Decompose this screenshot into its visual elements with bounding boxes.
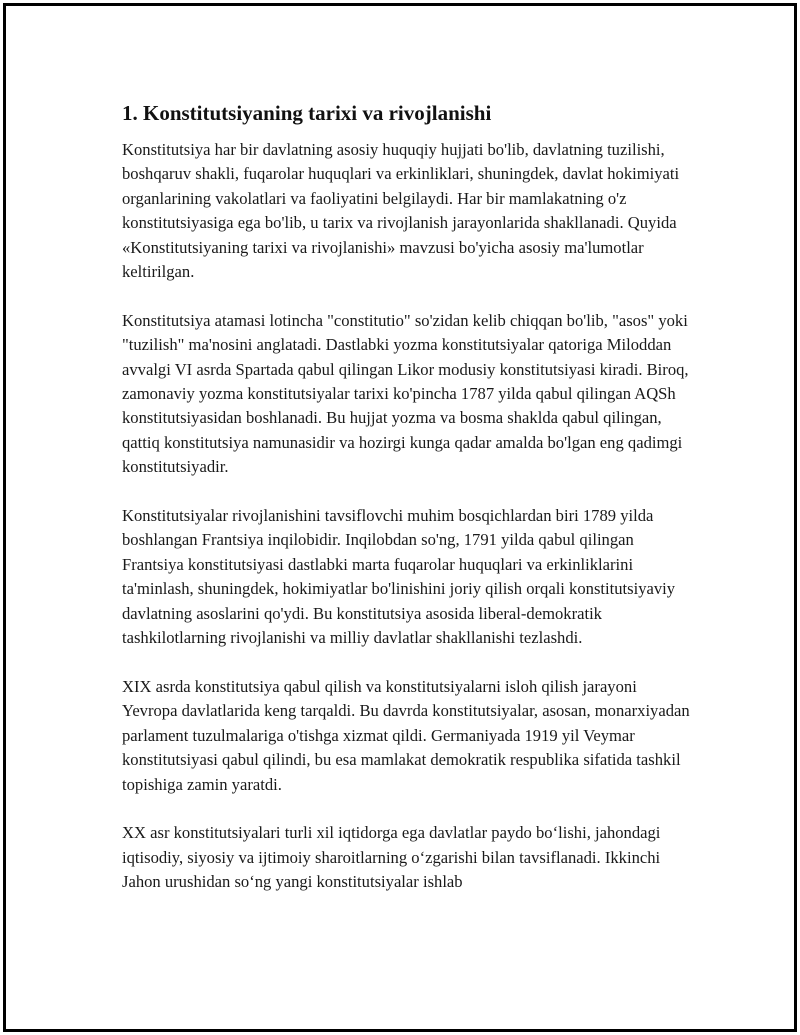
paragraph-2: Konstitutsiya atamasi lotincha "constitutio" so'zidan kelib chiqqan bo'lib, "asos" yoki "tuzilish" ma'nosini anglatadi. Dastlabki yozma konstitutsiyalar qatoriga Miloddan avvalgi VI asrda Spartada qabul qilingan Likor modusiy konstitutsiyasi kiradi. Biroq, zamonaviy yozma konstitutsiyalar tarixi ko'pincha 1787 yilda qabul qilingan AQSh konstitutsiyasidan boshlanadi. Bu hujjat yozma va bosma shaklda qabul qilingan, qattiq konstitutsiya namunasidir va hozirgi kunga qadar amalda bo'lgan eng qadimgi konstitutsiyadir. xyxy=(122,310,689,477)
page-frame xyxy=(3,3,797,1032)
document-title: 1. Konstitutsiyaning tarixi va rivojlanishi xyxy=(122,101,492,125)
paragraph-1: Konstitutsiya har bir davlatning asosiy huquqiy hujjati bo'lib, davlatning tuzilishi, boshqaruv shakli, fuqarolar huquqlari va erkinliklari, shuningdek, davlat hokimiyati organlarining vakolatlari va faoliyatini belgilaydi. Har bir mamlakatning o'z konstitutsiyasiga ega bo'lib, u tarix va rivojlanish jarayonlarida shakllanadi. Quyida «Konstitutsiyaning tarixi va rivojlanishi» mavzusi bo'yicha asosiy ma'lumotlar keltirilgan. xyxy=(122,140,680,282)
paragraph-5: XX asr konstitutsiyalari turli xil iqtidorga ega davlatlar paydo bo‘lishi, jahondagi iqtisodiy, siyosiy va ijtimoiy sharoitlarning o‘zgarishi bilan tavsiflanadi. Ikkinchi Jahon urushidan so‘ng yangi konstitutsiyalar ishlab xyxy=(122,823,661,892)
paragraph-4: XIX asrda konstitutsiya qabul qilish va konstitutsiyalarni isloh qilish jarayoni Yevropa davlatlarida keng tarqaldi. Bu davrda konstitutsiyalar, asosan, monarxiyadan parlament tuzulmalariga o'tishga xizmat qildi. Germaniyada 1919 yil Veymar konstitutsiyasi qabul qilindi, bu esa mamlakat demokratik respublika sifatida tashkil topishiga zamin yaratdi. xyxy=(122,676,690,794)
paragraph-3: Konstitutsiyalar rivojlanishini tavsiflovchi muhim bosqichlardan biri 1789 yilda boshlangan Frantsiya inqilobidir. Inqilobdan so'ng, 1791 yilda qabul qilingan Frantsiya konstitutsiyasi dastlabki marta fuqarolar huquqlari va erkinliklarini ta'minlash, shuningdek, hokimiyatlar bo'linishini joriy qilish orqali konstitutsiyaviy davlatning asoslarini qo'ydi. Bu konstitutsiya asosida liberal-demokratik tashkilotlarning rivojlanishi va milliy davlatlar shakllanishi tezlashdi. xyxy=(122,506,676,648)
document-body xyxy=(122,100,694,919)
